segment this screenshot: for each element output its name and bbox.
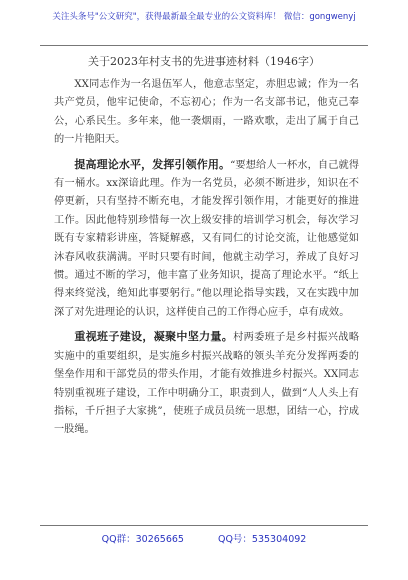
section-1-paragraph [54,156,359,323]
section-2-heading: 重视班子建设，凝聚中坚力量。 [74,330,234,344]
section-1-heading: 提高理论水平，发挥引领作用。 [74,157,231,171]
section-2-text: 村两委班子是乡村振兴战略实施中的重要组织，是实施乡村振兴战略的领头羊充分发挥两委的堡垒作用和干部党员的带头作用，才能有效推进乡村振兴。XX同志特别重视班子建设，工作中明确分工，职责到人，做到“人人头上有指标，千斤担子大家挑”，使班子成员员统一思想，团结一心，拧成一股绳。 [54,332,360,436]
footer-qq-number: QQ号：535304092 [217,534,307,545]
footer-divider [40,525,368,526]
footer [40,531,368,545]
header-banner: 关注头条号"公文研究"，获得最新最全最专业的公文资料库！ 微信：gongwenyj [52,12,356,22]
intro-paragraph: XX同志作为一名退伍军人，他意志坚定，赤胆忠诚；作为一名共产党员，他牢记使命，不忘初心；作为一名支部书记，他克己奉公，心系民生。多年来，他一袭烟雨，一路欢歌，走出了属于自己的一片艳阳天。 [54,79,359,146]
section-2-paragraph [54,328,359,439]
section-1-text: “要想给人一杯水，自己就得有一桶水。xx深谙此理。作为一名党员，必须不断进步，知识在不停更新，只有坚持不断充电，才能发挥引领作用，才能更好的推进工作。因此他特别珍惜每一次上级安排的培训学习机会，每次学习既有专家精彩讲座，答疑解惑，又有同仁的讨论交流，让他感觉如沐春风收获满满。平时只要有时间，他就主动学习，养成了良好习惯。通过不断的学习，他丰富了业务知识，提高了理论水平。“纸上得来终觉浅，绝知此事要躬行。”他以理论指导实践，又在实践中加深了对先进理论的认识，这样使自己的工作得心应手，卓有成效。 [54,159,360,318]
footer-qq-group: QQ群：30265665 [101,534,184,545]
header-divider [40,45,368,46]
document-title: 关于2023年村支书的先进事迹材料（1946字） [88,55,320,68]
document-body [54,76,359,440]
